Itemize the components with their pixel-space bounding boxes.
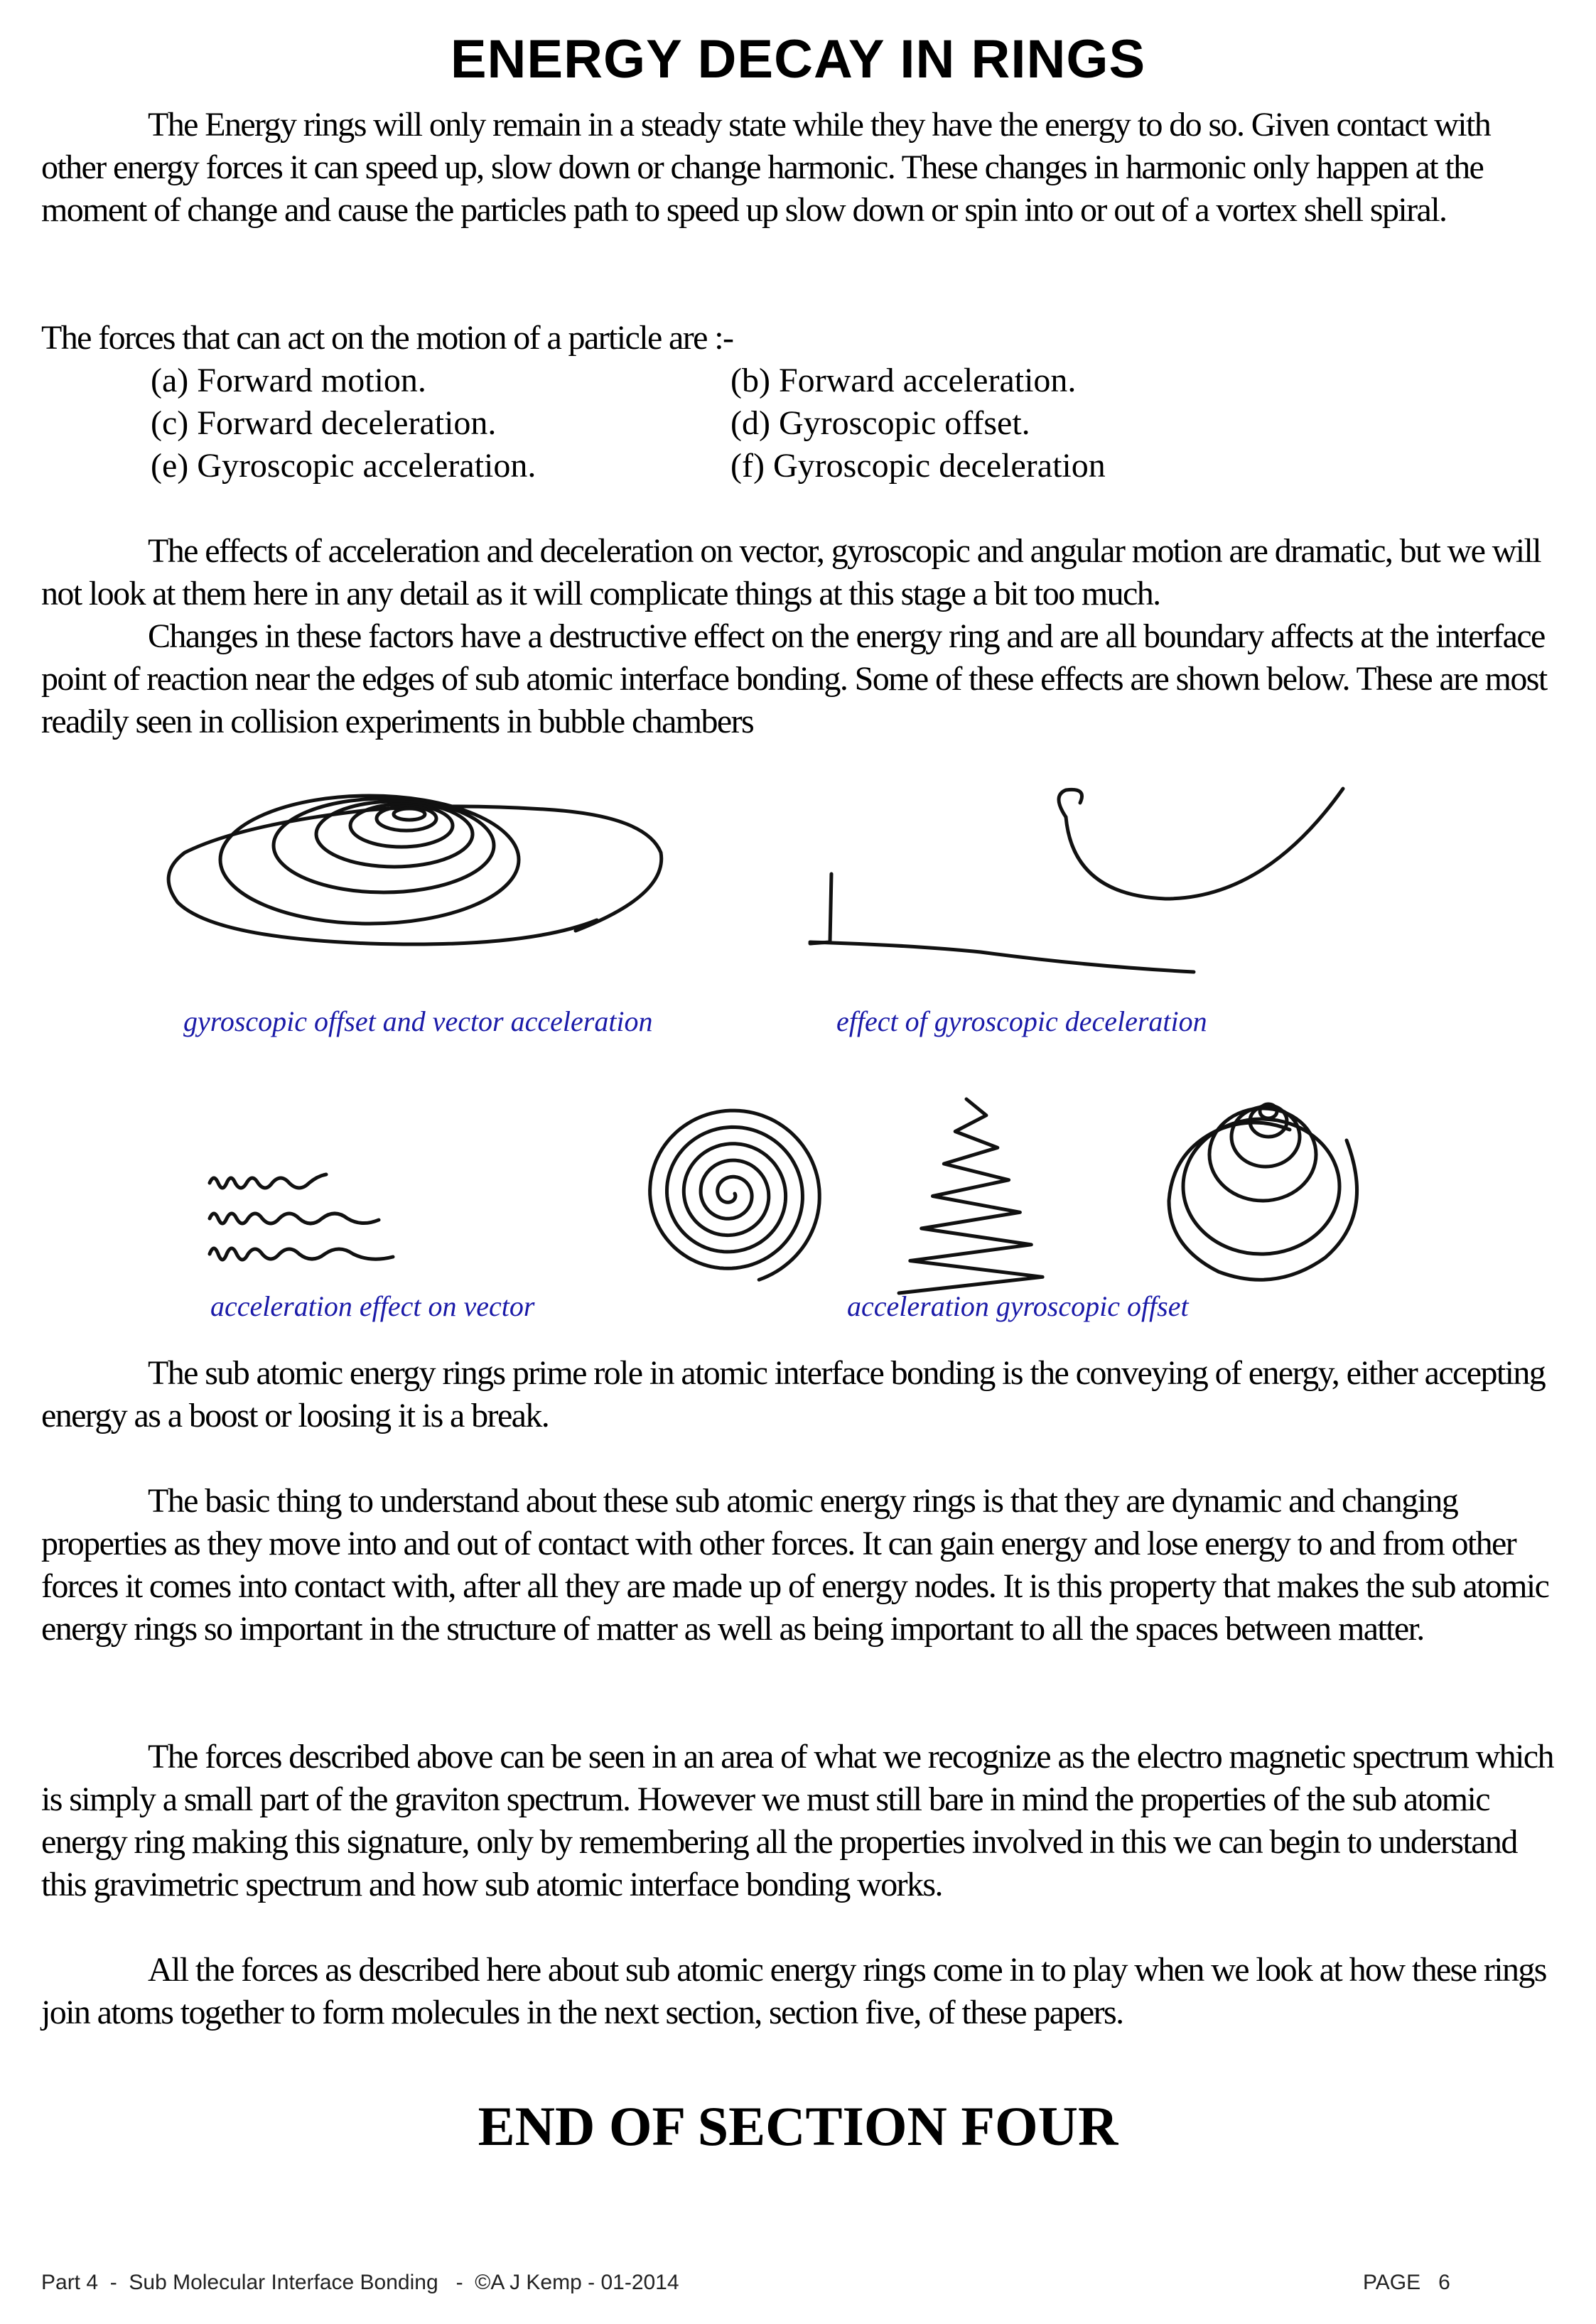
gyroscopic-deceleration-figure	[767, 774, 1364, 980]
paragraph-text: Changes in these factors have a destructive effect on the energy ring and are all boundary affects at the interface point of reaction near the edges of sub atomic interface bonding. Some of these effects are shown below. These are most readily seen in collision experiments in bubble chambers	[41, 617, 1547, 740]
paragraph-intro	[41, 104, 1562, 232]
acceleration-vector-waves-figure	[206, 1165, 462, 1279]
forces-row	[151, 402, 1501, 445]
paragraph-text: All the forces as described here about sub atomic energy rings come in to play when we look at how these rings join atoms together to form molecules in the next section, section five, of these papers.	[41, 1951, 1546, 2031]
page-title: ENERGY DECAY IN RINGS	[450, 29, 1146, 90]
end-of-section-heading: END OF SECTION FOUR	[478, 2095, 1118, 2157]
footer-left: Part 4 - Sub Molecular Interface Bonding - ©A J Kemp - 01-2014	[41, 2271, 679, 2294]
paragraph-text: The forces described above can be seen in an area of what we recognize as the electro magnetic spectrum which is simply a small part of the graviton spectrum. However we must still bare in mind the properties of the sub atomic energy ring making this signature, only by remembering all the properties involved in this we can begin to understand this gravimetric spectrum and how sub atomic interface bonding works.	[41, 1738, 1553, 1903]
footer-page-number: PAGE 6	[1363, 2271, 1450, 2294]
paragraph-effects	[41, 530, 1562, 743]
forces-intro-text: The forces that can act on the motion of a particle are :-	[41, 319, 733, 357]
force-item: (a) Forward motion.	[151, 362, 426, 399]
force-item: (b) Forward acceleration.	[730, 362, 1077, 399]
forces-row	[151, 445, 1501, 487]
paragraph-role	[41, 1352, 1562, 1437]
vortex-spiral-figure	[631, 1091, 844, 1297]
caption-acceleration-gyroscopic-offset: acceleration gyroscopic offset	[847, 1290, 1189, 1322]
paragraph-text: The Energy rings will only remain in a steady state while they have the energy to do so. Given contact with other energy forces it can speed up, slow down or change harmonic. These changes in harmonic only happen at the moment of change and cause the particles path to speed up slow down or spin into or out of a vortex shell spiral.	[41, 106, 1491, 229]
force-item: (e) Gyroscopic acceleration.	[151, 447, 537, 485]
force-item: (c) Forward deceleration.	[151, 404, 497, 442]
paragraph-text: The sub atomic energy rings prime role in atomic interface bonding is the conveying of energy, either accepting energy as a boost or loosing it is a break.	[41, 1354, 1546, 1434]
force-item: (d) Gyroscopic offset.	[730, 404, 1030, 442]
gyroscopic-offset-ellipses-figure	[156, 774, 682, 959]
paragraph-next-section	[41, 1949, 1562, 2034]
caption-acceleration-vector: acceleration effect on vector	[210, 1290, 535, 1322]
paragraph-spectrum	[41, 1736, 1562, 1906]
paragraph-dynamic	[41, 1480, 1562, 1650]
forces-row	[151, 360, 1501, 402]
paragraph-text: The effects of acceleration and deceleration on vector, gyroscopic and angular motion are dramatic, but we will not look at them here in any detail as it will complicate things at this stage a bit too much.	[41, 532, 1541, 612]
caption-gyroscopic-offset-vector: gyroscopic offset and vector acceleration	[183, 1005, 653, 1037]
nested-offset-circles-figure	[1155, 1087, 1382, 1307]
caption-gyroscopic-deceleration: effect of gyroscopic deceleration	[836, 1005, 1207, 1037]
forces-list	[151, 360, 1501, 487]
force-item: (f) Gyroscopic deceleration	[730, 447, 1106, 485]
zigzag-cone-figure	[892, 1091, 1055, 1304]
forces-intro	[41, 317, 1562, 360]
paragraph-text: The basic thing to understand about these sub atomic energy rings is that they are dynamic and changing properties as they move into and out of contact with other forces. It can gain energy and lose energy to and from other forces it comes into contact with, after all they are made up of energy nodes. It is this property that makes the sub atomic energy rings so important in the structure of matter as well as being important to all the spaces between matter.	[41, 1482, 1549, 1648]
